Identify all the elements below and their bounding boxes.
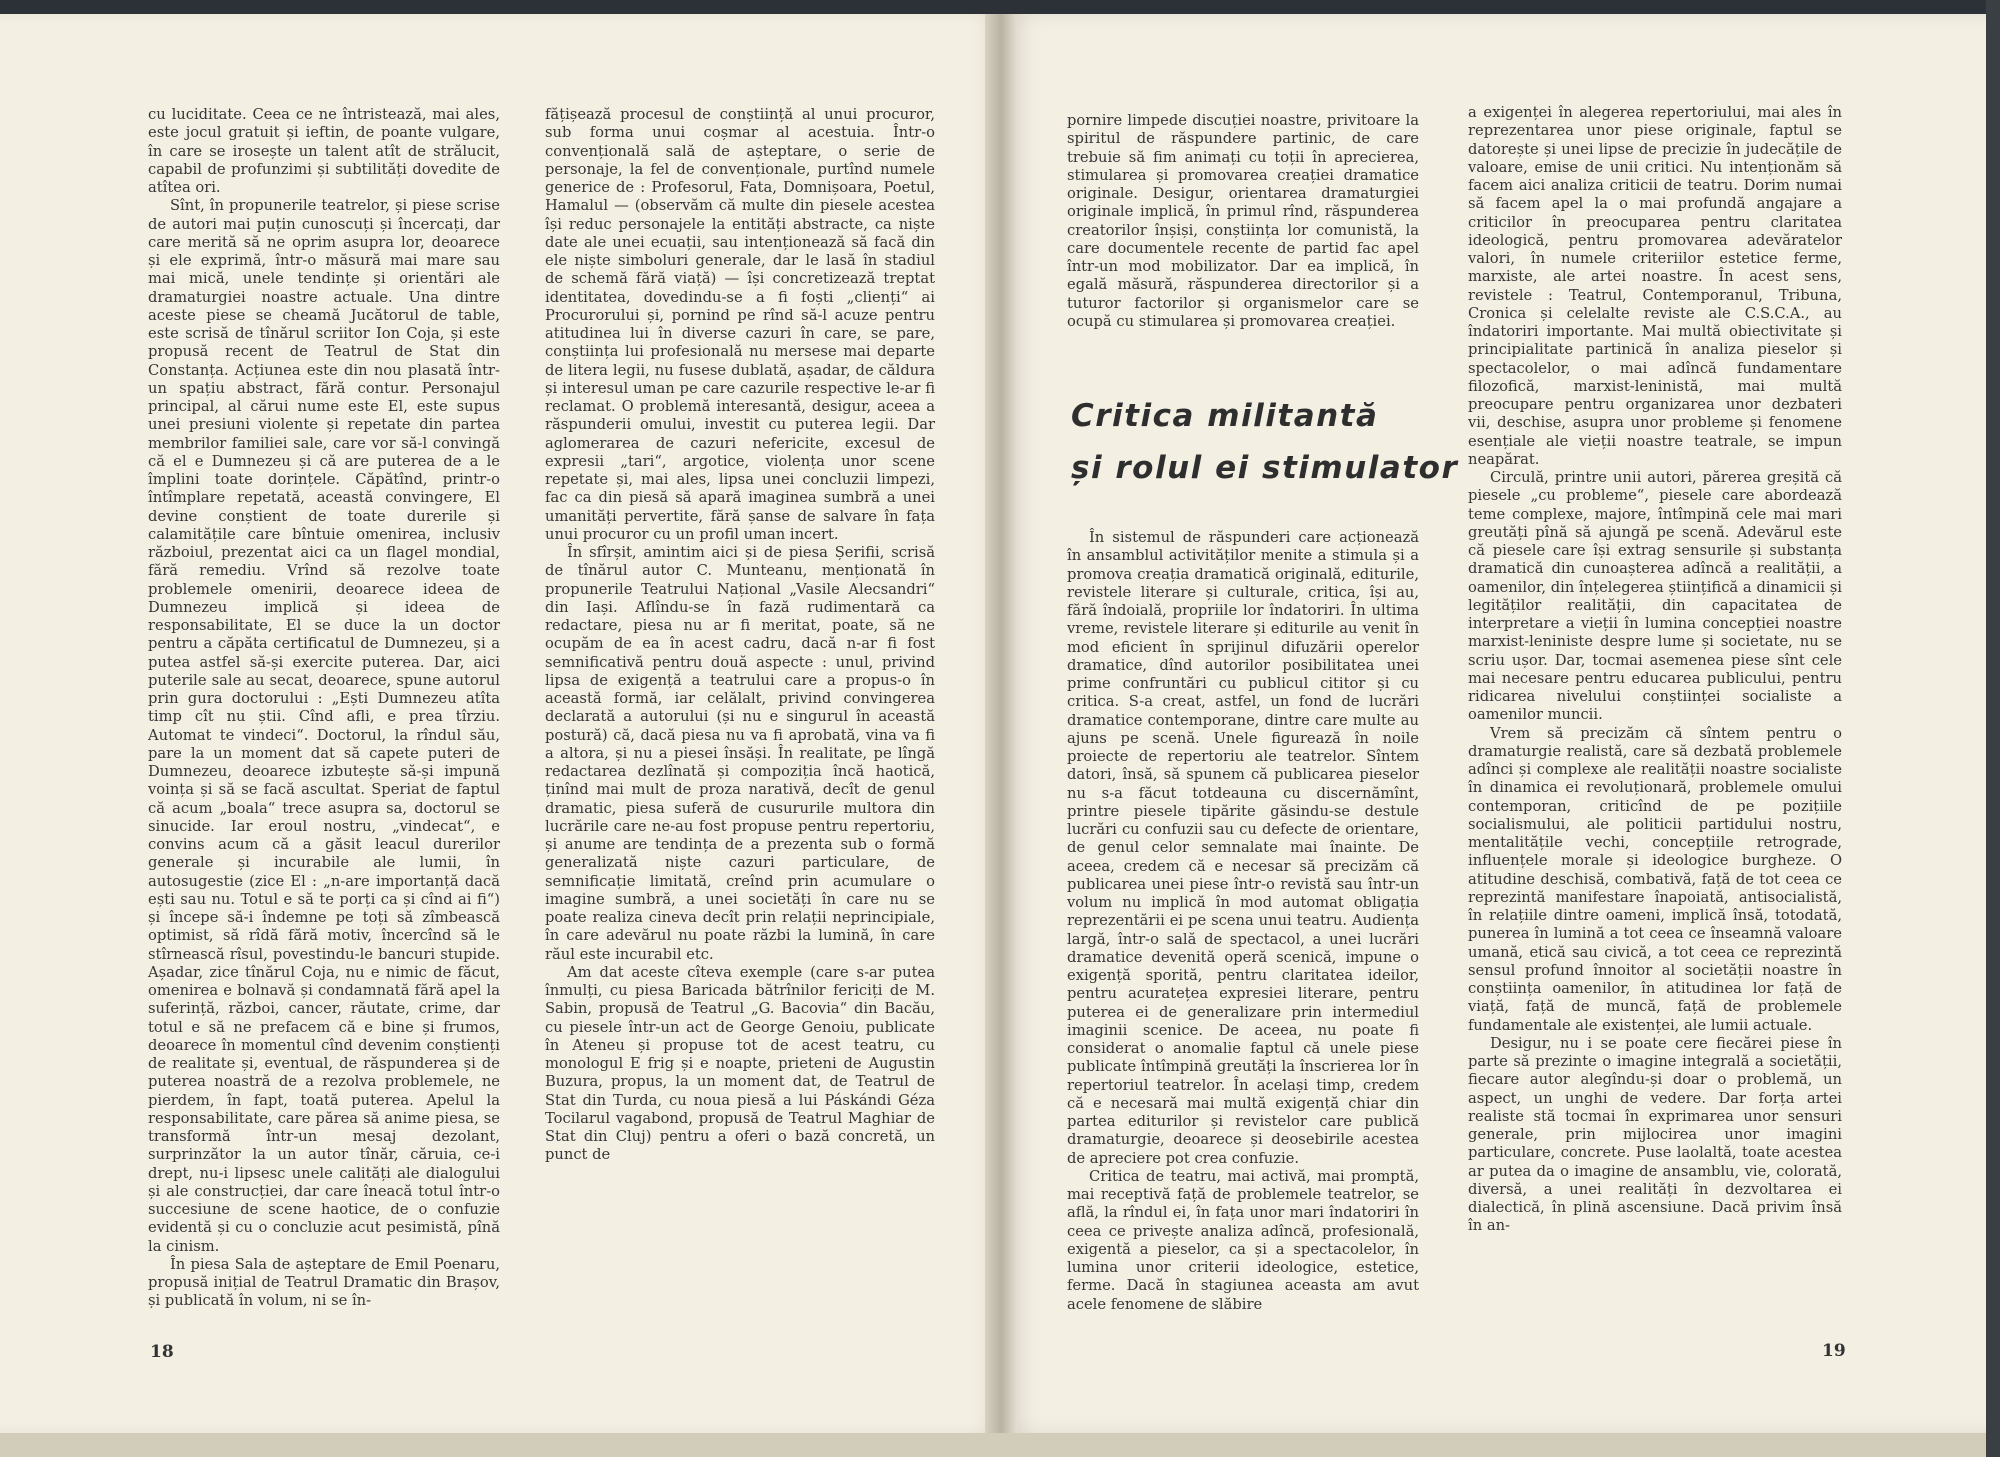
paragraph: Desigur, nu i se poate cere fiecărei piese în parte să prezinte o imagine integrală a societății, fiecare autor alegîndu-și doar o problemă, un aspect, un unghi de vedere. Dar forța artei realiste stă tocmai în exprimarea unor sensuri generale, prin mijlocirea unor imagini particulare, concrete. Puse laolaltă, toate acestea ar putea da o imagine de ansamblu, vie, colorată, diversă, a unei realități în dezvoltarea ei dialectică, în plină ascensiune. Dacă privim însă în an- — [1468, 1034, 1842, 1235]
paragraph: fățișează procesul de conștiință al unui procuror, sub forma unui coșmar al acestuia. Într-o convențională sală de așteptare, o serie de personaje, la fel de convenționale, purtînd numele generice de : Profesorul, Fata, Domnișoara, Poetul, Hamalul — (observăm că multe din piesele acestea își reduc personajele la entități abstracte, ca niște date ale unei ecuații, sau intenționează să facă din ele niște simboluri generale, dar le lasă în stadiul de schemă fără viață) — își concretizează treptat identitatea, dovedindu-se a fi foști „clienți“ ai Procurorului și, pornind pe rînd să-l acuze pentru atitudinea lui în diverse cazuri în care, se pare, conștiința lui profesională nu mersese mai departe de litera legii, nu fusese dublată, așadar, de căldura și interesul uman pe care cazurile respective le-ar fi reclamat. O problemă interesantă, desigur, aceea a răspunderii omului, investit cu puterea legii. Dar aglomerarea de cazuri nefericite, excesul de expresii „tari“, argotice, violența unor scene repetate și, mai ales, lipsa unei concluzii limpezi, fac ca din piesă să apară imaginea sumbră a unei umanități pervertite, fără șanse de salvare în fața unui procuror cu un profil uman incert. — [545, 106, 935, 543]
book-bottom-edge — [0, 1433, 2000, 1457]
left-page-column-2 — [545, 106, 935, 1311]
paragraph: cu luciditate. Ceea ce ne întristează, mai ales, este jocul gratuit și ieftin, de poante vulgare, în care se irosește un talent atît de strălucit, capabil de profunzimi și subtilități dovedite de atîtea ori. — [148, 106, 500, 196]
paragraph: În sfîrșit, amintim aici și de piesa Șerifii, scrisă de tînărul autor C. Munteanu, menționată în propunerile Teatrului Național „Vasile Alecsandri“ din Iași. Aflîndu-se în fază rudimentară ca redactare, piesa nu ar fi meritat, poate, să ne ocupăm de ea în acest cadru, dacă n-ar fi fost semnificativă pentru două aspecte : unul, privind lipsa de exigență a teatrului care a propus-o în această formă, iar celălalt, privind convingerea declarată a autorului (și nu e singurul în această postură) că, dacă piesa nu va fi aprobată, vina va fi a altora, și nu a piesei însăși. În realitate, pe lîngă redactarea dezlînată și compoziția încă haotică, ținînd mai mult de proza narativă, decît de genul dramatic, piesa suferă de cusururile multora din lucrările care ne-au fost propuse pentru repertoriu, și anume are tendința de a prezenta sub o formă generalizată niște cazuri particulare, de semnificație limitată, creînd prin acumulare o imagine sumbră, a unei societăți în care nu se poate realiza cineva decît prin relații neprincipiale, în care adevărul nu poate răzbi la lumină, în care răul este incurabil etc. — [545, 544, 935, 963]
headline-line-1: Critica militantă — [1071, 398, 1379, 434]
paragraph: Circulă, printre unii autori, părerea greșită că piesele „cu probleme“, piesele care abordează teme complexe, majore, întîmpină cele mai mari greutăți pînă să ajungă pe scenă. Adevărul este că piesele care își extrag sensurile și substanța dramatică din cunoașterea adîncă a realității, a oamenilor, din înțelegerea științifică a dinamicii și legităților realității, din capacitatea de interpretare a vieții în lumina concepției noastre marxist-leniniste despre lume și societate, nu se scriu ușor. Dar, tocmai asemenea piese sînt cele mai necesare pentru educarea publicului, pentru ridicarea nivelului conștiinței socialiste a oamenilor muncii. — [1468, 469, 1842, 724]
paragraph: Am dat aceste cîteva exemple (care s-ar putea înmulți, cu piesa Baricada bătrînilor fericiți de M. Sabin, propusă de Teatrul „G. Bacovia“ din Bacău, cu piesele într-un act de George Genoiu, publicate în Ateneu și propuse tot de acest teatru, cu monologul E frig și e noapte, prieteni de Augustin Buzura, propus, la un moment dat, de Teatrul de Stat din Turda, cu noua piesă a lui Páskándi Géza Tocilarul vagabond, propusă de Teatrul Maghiar de Stat din Cluj) pentru a oferi o bază concretă, un punct de — [545, 963, 935, 1164]
paragraph: Sînt, în propunerile teatrelor, și piese scrise de autori mai puțin cunoscuți și încercați, dar care merită să ne oprim asupra lor, deoarece și ele exprimă, într-o măsură mai mare sau mai mică, unele tendințe și orientări ale dramaturgiei noastre actuale. Una dintre aceste piese se cheamă Jucătorul de table, este scrisă de tînărul scriitor Ion Coja, și este propusă recent de Teatrul de Stat din Constanța. Acțiunea este din nou plasată într-un spațiu abstract, fără contur. Personajul principal, al cărui nume este El, este supus unei presiuni violente și repetate din partea membrilor familiei sale, care vor să-l convingă că el e Dumnezeu și că are puterea de a le împlini toate dorințele. Căpătînd, printr-o întîmplare repetată, această convingere, El devine conștient de toate durerile și calamitățile care bîntuie omenirea, inclusiv războiul, prezentat aici ca un flagel mondial, fără remediu. Vrînd să rezolve toate problemele omenirii, deoarece ideea de Dumnezeu implică și ideea de responsabilitate, El se duce la un doctor pentru a căpăta certificatul de Dumnezeu, și a putea astfel să-și exercite puterea. Dar, aici puterile sale au secat, deoarece, spune autorul prin gura doctorului : „Ești Dumnezeu atîta timp cît nu știi. Cînd afli, e prea tîrziu. Automat te vindeci“. Doctorul, la rîndul său, pare la un moment dat să capete puteri de Dumnezeu, deoarece izbutește să-și impună voința și să se facă ascultat. Speriat de faptul că acum „boala“ trece asupra sa, doctorul se sinucide. Iar eroul nostru, „vindecat“, e convins acum că a găsit leacul durerilor generale și incurabile ale lumii, în autosugestie (zice El : „n-are importanță dacă ești sau nu. Totul e să te porți ca și cînd ai fi“) și începe să-i îndemne pe toți să zîmbească optimist, să rîdă fără motiv, încercînd să le stîrnească rîsul, povestindu-le bancuri stupide. Așadar, zice tînărul Coja, nu e nimic de făcut, omenirea e bolnavă și condamnată fără apel la suferință, război, cancer, răutate, crime, dar totul e să ne prefacem că e bine și frumos, deoarece în momentul cînd devenim conștienți de realitate și, eventual, de răspunderea și de puterea noastră de a rezolva problemele, ne pierdem, în fapt, toată puterea. Apelul la responsabilitate, care părea să anime piesa, se transformă într-un mesaj dezolant, surprinzător la un autor tînăr, căruia, ce-i drept, nu-i lipsesc unele calități ale dialogului și ale construcției, dar care îneacă totul într-o succesiune de scene haotice, de o confuzie evidentă și cu o concluzie acut pesimistă, pînă la cinism. — [148, 197, 500, 1255]
left-page — [0, 14, 1001, 1433]
book-gutter — [985, 14, 1017, 1433]
page-number: 18 — [150, 1342, 174, 1362]
paragraph: Critica de teatru, mai activă, mai promptă, mai receptivă față de problemele teatrelor, se află, la rîndul ei, în fața unor mari îndatoriri în ceea ce privește analiza adîncă, profesională, exigentă a pieselor, ca și a spectacolelor, în lumina unor criterii ideologice, estetice, ferme. Dacă în stagiunea aceasta am avut acele fenomene de slăbire — [1067, 1167, 1419, 1313]
left-page-column-1 — [148, 106, 500, 1311]
book-top-edge — [0, 0, 2000, 14]
page-number: 19 — [1822, 1341, 1846, 1361]
paragraph: pornire limpede discuției noastre, privitoare la spiritul de răspundere partinic, de care trebuie să fim animați cu toții în aprecierea, stimularea și promovarea creației dramatice originale. Desigur, orientarea dramaturgiei originale implică, în primul rînd, răspunderea creatorilor înșiși, conștiința lor comunistă, la care documentele recente de partid fac apel într-un mod mobilizator. Dar ea implică, în egală măsură, răspunderea directorilor și a tuturor factorilor și organismelor care se ocupă cu stimularea și promovarea creației. — [1067, 112, 1419, 330]
paragraph: În sistemul de răspunderi care acționează în ansamblul activităților menite a stimula și a promova creația dramatică originală, editurile, revistele literare și culturale, critica, își au, fără îndoială, propriile lor îndatoriri. În ultima vreme, revistele literare și editurile au venit în mod eficient în sprijinul difuzării operelor dramatice, dînd autorilor posibilitatea unei prime confruntări cu publicul cititor și cu critica. S-a creat, astfel, un fond de lucrări dramatice contemporane, dintre care multe au ajuns pe scenă. Unele figurează în noile proiecte de repertoriu ale teatrelor. Sîntem datori, însă, să spunem că publicarea pieselor nu s-a făcut totdeauna cu discernămînt, printre piesele tipărite găsindu-se destule lucrări cu confuzii sau cu defecte de orientare, de genul celor semnalate mai înainte. De aceea, credem că e necesar să precizăm că publicarea unei piese într-o revistă sau într-un volum nu implică în mod automat obligația reprezentării ei pe scena unui teatru. Audiența largă, într-o sală de spectacol, a unei lucrări dramatice devenită operă scenică, impune o exigență sporită, pentru claritatea ideilor, pentru acuratețea expresiei literare, pentru puterea ei de generalizare prin intermediul imaginii scenice. De aceea, nu poate fi considerat o anomalie faptul că unele piese publicate întîmpină greutăți la înscrierea lor în repertoriul teatrelor. În același timp, credem că e necesară mai multă exigență chiar din partea editurilor și revistelor care publică dramaturgie, deoarece și deosebirile acestea de apreciere pot crea confuzie. — [1067, 529, 1419, 1167]
right-page-column-2 — [1468, 104, 1842, 1334]
book-cover-edge — [1986, 0, 2000, 1457]
headline-line-2: și rolul ei stimulator — [1071, 450, 1459, 486]
section-headline — [1071, 390, 1461, 494]
right-page-column-1-bottom — [1067, 529, 1419, 1334]
right-page-column-1-top — [1067, 112, 1419, 362]
paragraph: În piesa Sala de așteptare de Emil Poenaru, propusă inițial de Teatrul Dramatic din Brașov, și publicată în volum, ni se în- — [148, 1255, 500, 1310]
paragraph: a exigenței în alegerea repertoriului, mai ales în reprezentarea unor piese originale, faptul se datorește și unei lipse de precizie în judecățile de valoare, emise de unii critici. Nu intenționăm să facem aici analiza criticii de teatru. Dorim numai să facem apel la o mai profundă angajare a criticilor în preocuparea pentru claritatea ideologică, pentru promovarea adevăratelor valori, în numele criteriilor estetice ferme, marxiste, ale artei noastre. În acest sens, revistele : Teatrul, Contemporanul, Tribuna, Cronica și celelalte reviste ale C.S.C.A., au îndatoriri importante. Mai multă obiectivitate și principialitate partinică în analiza pieselor și spectacolelor, o mai adîncă fundamentare filozofică, marxist-leninistă, mai multă preocupare pentru organizarea unor dezbateri vii, deschise, asupra unor probleme și fenomene esențiale ale vieții noastre teatrale, se impun neapărat. — [1468, 104, 1842, 468]
paragraph: Vrem să precizăm că sîntem pentru o dramaturgie realistă, care să dezbată problemele adînci și complexe ale realității noastre socialiste în dinamica ei revoluționară, problemele omului contemporan, criticînd de pe pozițiile socialismului, ale politicii partidului nostru, mentalitățile vechi, concepțiile retrograde, influențele morale și ideologice burgheze. O atitudine deschisă, combativă, față de tot ceea ce reprezintă manifestare înapoiată, antisocialistă, în relațiile dintre oameni, implică însă, totodată, punerea în lumină a tot ceea ce înseamnă valoare umană, etică sau civică, a tot ceea ce reprezintă sensul profund înnoitor al societății noastre în conștiința oamenilor, în atitudinea lor față de viață, față de muncă, față de problemele fundamentale ale existenței, ale lumii actuale. — [1468, 724, 1842, 1034]
